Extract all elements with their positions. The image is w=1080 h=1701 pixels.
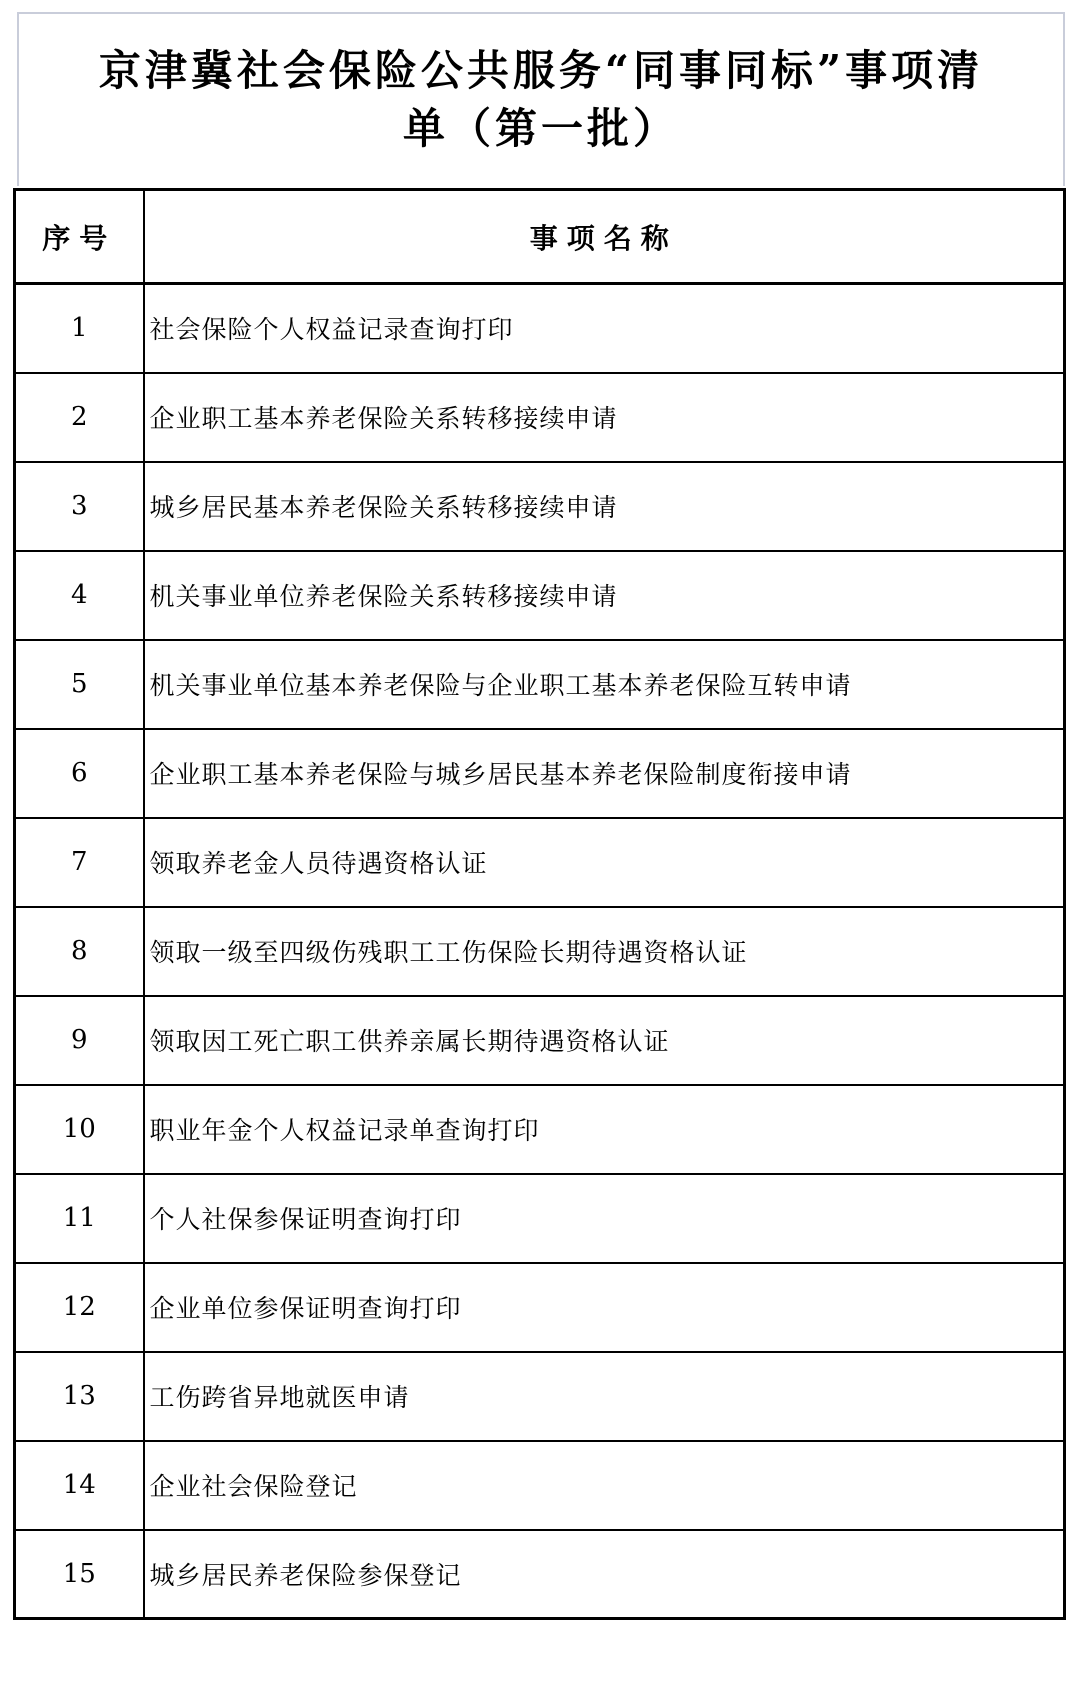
document-title-line-2: 单（第一批）	[402, 104, 679, 153]
row-name-cell: 领取养老金人员待遇资格认证	[144, 818, 1065, 907]
row-name-cell: 机关事业单位基本养老保险与企业职工基本养老保险互转申请	[144, 640, 1065, 729]
row-index-cell: 1	[15, 284, 144, 373]
row-index-cell: 8	[15, 907, 144, 996]
row-index-cell: 12	[15, 1263, 144, 1352]
table-row	[15, 1441, 1065, 1530]
row-index-cell: 13	[15, 1352, 144, 1441]
row-name-cell: 企业单位参保证明查询打印	[144, 1263, 1065, 1352]
row-index-cell: 4	[15, 551, 144, 640]
table-row	[15, 1352, 1065, 1441]
row-name-cell: 机关事业单位养老保险关系转移接续申请	[144, 551, 1065, 640]
row-name-cell: 社会保险个人权益记录查询打印	[144, 284, 1065, 373]
table-row	[15, 640, 1065, 729]
row-name-cell: 领取一级至四级伤残职工工伤保险长期待遇资格认证	[144, 907, 1065, 996]
row-name-cell: 工伤跨省异地就医申请	[144, 1352, 1065, 1441]
table-row	[15, 818, 1065, 907]
row-index-cell: 5	[15, 640, 144, 729]
table-row	[15, 462, 1065, 551]
table-row	[15, 1085, 1065, 1174]
row-index-cell: 6	[15, 729, 144, 818]
col-header-no: 序号	[15, 190, 144, 284]
row-index-cell: 14	[15, 1441, 144, 1530]
title-block	[17, 12, 1065, 186]
row-name-cell: 领取因工死亡职工供养亲属长期待遇资格认证	[144, 996, 1065, 1085]
row-index-cell: 2	[15, 373, 144, 462]
row-index-cell: 11	[15, 1174, 144, 1263]
table-row	[15, 729, 1065, 818]
table-row	[15, 996, 1065, 1085]
row-index-cell: 3	[15, 462, 144, 551]
row-name-cell: 企业社会保险登记	[144, 1441, 1065, 1530]
row-name-cell: 城乡居民养老保险参保登记	[144, 1530, 1065, 1619]
table-row	[15, 373, 1065, 462]
row-index-cell: 9	[15, 996, 144, 1085]
row-name-cell: 职业年金个人权益记录单查询打印	[144, 1085, 1065, 1174]
table-header-row	[15, 190, 1065, 284]
table-row	[15, 1530, 1065, 1619]
table-row	[15, 551, 1065, 640]
row-name-cell: 个人社保参保证明查询打印	[144, 1174, 1065, 1263]
items-table	[13, 188, 1066, 1620]
table-row	[15, 284, 1065, 373]
row-index-cell: 10	[15, 1085, 144, 1174]
row-name-cell: 企业职工基本养老保险关系转移接续申请	[144, 373, 1065, 462]
row-index-cell: 7	[15, 818, 144, 907]
row-index-cell: 15	[15, 1530, 144, 1619]
table-row	[15, 907, 1065, 996]
table-row	[15, 1174, 1065, 1263]
table-row	[15, 1263, 1065, 1352]
row-name-cell: 城乡居民基本养老保险关系转移接续申请	[144, 462, 1065, 551]
row-name-cell: 企业职工基本养老保险与城乡居民基本养老保险制度衔接申请	[144, 729, 1065, 818]
document-title-line-1: 京津冀社会保险公共服务“同事同标”事项清	[98, 46, 984, 95]
col-header-name: 事项名称	[144, 190, 1065, 284]
